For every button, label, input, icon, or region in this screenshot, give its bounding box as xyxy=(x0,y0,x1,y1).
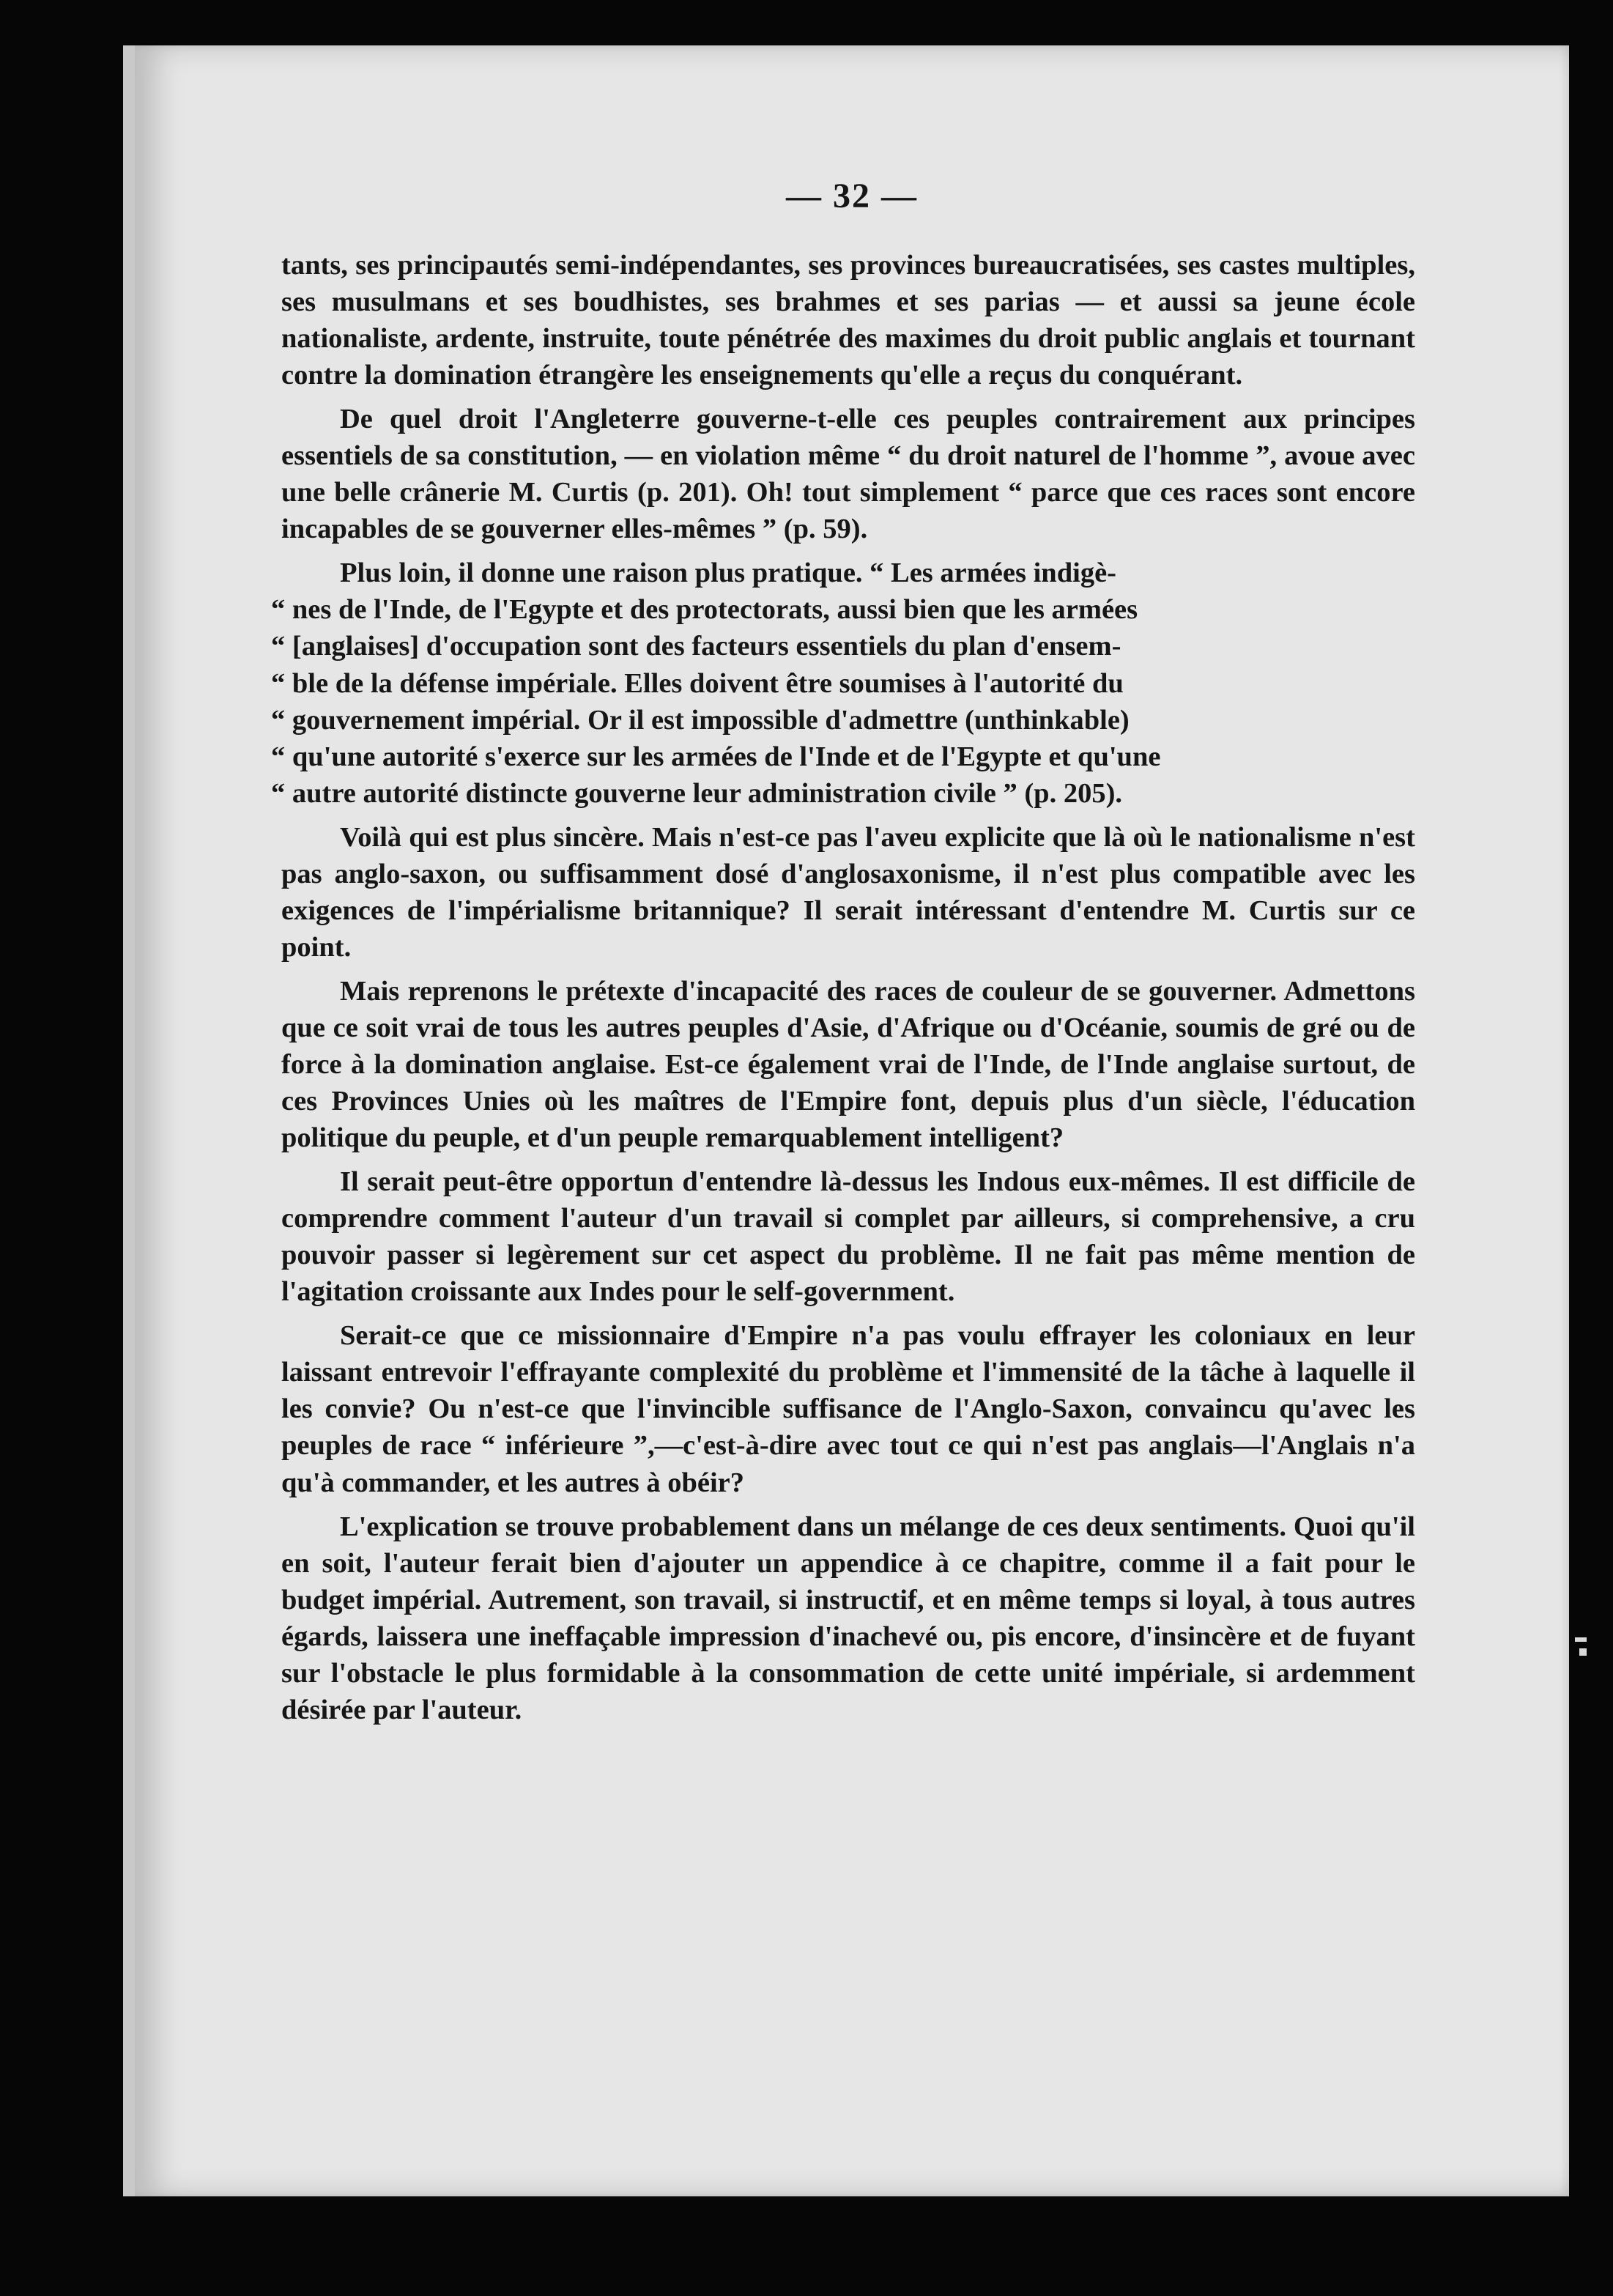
quote-line: “ qu'une autorité s'exerce sur les armées de l'Inde et de l'Egypte et qu'une xyxy=(271,741,1161,772)
quote-line: “ [anglaises] d'occupation sont des facteurs essentiels du plan d'ensem- xyxy=(271,631,1121,662)
quote-line: “ autre autorité distincte gouverne leur administration civile ” (p. 205). xyxy=(271,777,1123,809)
paragraph-2: De quel droit l'Angleterre gouverne-t-elle ces peuples contrairement aux principes essentiels de sa constitution, — en violation même “ du droit naturel de l'homme ”, avoue avec une belle crânerie M. Curtis (p. 201). Oh! tout simplement “ parce que ces races sont encore incapables de se gouverner elles-mêmes ” (p. 59). xyxy=(281,404,1415,545)
quote-line: “ nes de l'Inde, de l'Egypte et des protectorats, aussi bien que les armées xyxy=(271,594,1138,626)
paragraph-3: Voilà qui est plus sincère. Mais n'est-ce pas l'aveu explicite que là où le nationalisme n'est pas anglo-saxon, ou suffisamment dosé d'anglosaxonisme, il n'est plus compatible avec les exigences de l'impérialisme britannique? Il serait intéressant d'entendre M. Curtis sur ce point. xyxy=(281,821,1415,963)
paragraph-4: Mais reprenons le prétexte d'incapacité des races de couleur de se gouverner. Admettons que ce soit vrai de tous les autres peuples d'Asie, d'Afrique ou d'Océanie, soumis de gré ou de force à la domination anglaise. Est-ce également vrai de l'Inde, de l'Inde anglaise surtout, de ces Provinces Unies où les maîtres de l'Empire font, depuis plus d'un siècle, l'éducation politique du peuple, et d'un peuple remarquablement intelligent? xyxy=(281,975,1415,1154)
page-edge-mark xyxy=(1579,1648,1587,1656)
paragraph-6: Serait-ce que ce missionnaire d'Empire n'a pas voulu effrayer les coloniaux en leur laissant entrevoir l'effrayante complexité du problème et l'immensité de la tâche à laquelle il les convie? Ou n'est-ce que l'invincible suffisance de l'Anglo-Saxon, convaincu qu'avec les peuples de race “ inférieure ”,—c'est-à-dire avec tout ce qui n'est pas anglais—l'Anglais n'a qu'à commander, et les autres à obéir? xyxy=(281,1320,1415,1498)
paragraph-5: Il serait peut-être opportun d'entendre là-dessus les Indous eux-mêmes. Il est difficile de comprendre comment l'auteur d'un travail si complet par ailleurs, si comprehensive, a cru pouvoir passer si legèrement sur cet aspect du problème. Il ne fait pas même mention de l'agitation croissante aux Indes pour le self-government. xyxy=(281,1166,1415,1308)
page-edge-mark xyxy=(1575,1637,1587,1642)
quote-line: Plus loin, il donne une raison plus pratique. “ Les armées indigè- xyxy=(340,558,1116,589)
page-body xyxy=(271,247,1415,1736)
quote-paragraph xyxy=(271,555,1415,811)
page-number: — 32 — xyxy=(786,177,918,215)
quote-line: “ ble de la défense impériale. Elles doivent être soumises à l'autorité du xyxy=(271,667,1124,699)
paragraph-7: L'explication se trouve probablement dans un mélange de ces deux sentiments. Quoi qu'il en soit, l'auteur ferait bien d'ajouter un appendice à ce chapitre, comme il a fait pour le budget impérial. Autrement, son travail, si instructif, et en même temps si loyal, à tous autres égards, laissera une ineffaçable impression d'inachevé ou, pis encore, d'insincère et de fuyant sur l'obstacle le plus formidable à la consommation de cette unité impériale, si ardemment désirée par l'auteur. xyxy=(281,1511,1415,1725)
paragraph-1: tants, ses principautés semi-indépendantes, ses provinces bureaucratisées, ses castes multiples, ses musulmans et ses boudhistes, ses brahmes et ses parias — et aussi sa jeune école nationaliste, ardente, instruite, toute pénétrée des maximes du droit public anglais et tournant contre la domination étrangère les enseignements qu'elle a reçus du conquérant. xyxy=(281,250,1415,391)
quote-line: “ gouvernement impérial. Or il est impossible d'admettre (unthinkable) xyxy=(271,704,1130,736)
book-page xyxy=(123,45,1569,2196)
